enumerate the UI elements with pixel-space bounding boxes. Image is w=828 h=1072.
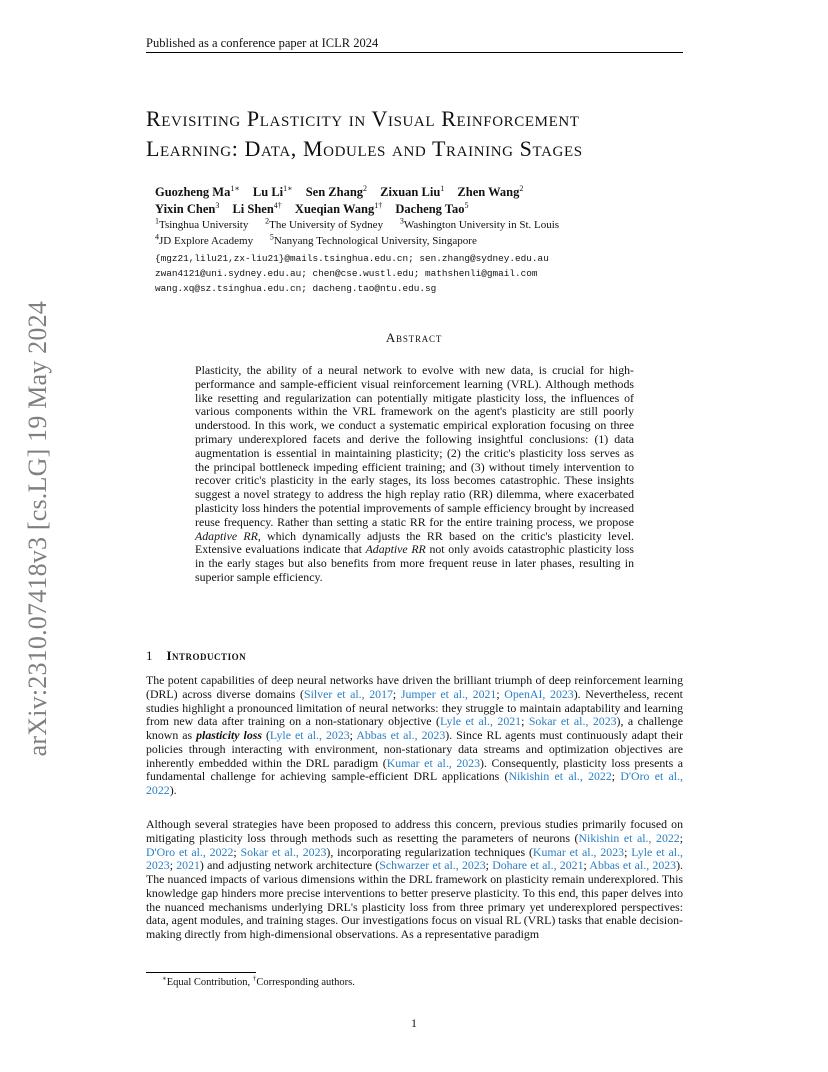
text-run: The potent capabilities of deep neural networks have driven the brilliant triumph of deep reinforcement learning (DRL) across diverse domains ( bbox=[146, 673, 683, 701]
text-run: ; bbox=[496, 686, 505, 701]
affiliation-line-2 bbox=[155, 231, 675, 250]
citation-link[interactable]: Kumar et al., 2023 bbox=[532, 844, 625, 859]
citation-link[interactable]: Nikishin et al., 2022 bbox=[578, 830, 680, 845]
text-run: ; bbox=[624, 844, 632, 859]
citation-link[interactable]: D'Oro et al., 2022 bbox=[146, 844, 234, 859]
arxiv-identifier: arXiv:2310.07418v3 [cs.LG] 19 May 2024 bbox=[23, 301, 52, 757]
email-line: {mgz21,lilu21,zx-liu21}@mails.tsinghua.edu.cn; sen.zhang@sydney.edu.au bbox=[155, 253, 549, 264]
author: Zixuan Liu$^1$ bbox=[380, 183, 445, 199]
emphasis-text: Adaptive RR bbox=[195, 528, 258, 543]
paper-title bbox=[146, 104, 706, 164]
text-run: ). The nuanced impacts of various dimensions within the DRL framework on plasticity remain underexplored. This knowledge gap hinders more precise interventions to better preserve plasticity. To this end, this paper delves into the nuanced mechanisms underlying DRL's plasticity loss from three primary yet underexplored perspectives: data, agent modules, and training stages. Our investigations focus on visual RL (VRL) tasks that enable decision-making directly from high-dimensional observations. As a representative paradigm bbox=[146, 858, 683, 941]
text-run: ). Consequently, plasticity loss presents a fundamental challenge for achieving sample-efficient DRL applications ( bbox=[146, 755, 684, 784]
citation-link[interactable]: Lyle et al., 2021 bbox=[439, 714, 522, 729]
author-line-2 bbox=[155, 201, 675, 218]
text-run: ; bbox=[169, 858, 177, 873]
footnote: ∗Equal Contribution, †Corresponding authors. bbox=[162, 974, 355, 988]
author: Li Shen$^{4\dagger}$ bbox=[232, 200, 282, 216]
body-paragraph-1 bbox=[146, 674, 683, 798]
author: Dacheng Tao$^5$ bbox=[395, 200, 469, 216]
citation-link[interactable]: Sokar et al., 2023 bbox=[528, 714, 617, 729]
citation-link[interactable]: Lyle et al., 2023 bbox=[269, 728, 350, 742]
affiliation: $^2$The University of Sydney bbox=[265, 216, 384, 231]
emphasis-text: Adaptive RR bbox=[365, 542, 426, 557]
text-run: ; bbox=[583, 858, 590, 873]
section-number: 1 bbox=[146, 648, 153, 663]
text-run: ; bbox=[349, 728, 357, 742]
author: Sen Zhang$^2$ bbox=[305, 183, 368, 199]
abstract-heading: Abstract bbox=[385, 330, 443, 345]
author: Zhen Wang$^2$ bbox=[457, 183, 524, 199]
citation-link[interactable]: Nikishin et al., 2022 bbox=[508, 769, 612, 784]
header-rule bbox=[146, 52, 683, 53]
title-line-2: Learning: Data, Modules and Training Stages bbox=[146, 136, 583, 161]
email-line: wang.xq@sz.tsinghua.edu.cn; dacheng.tao@ntu.edu.sg bbox=[155, 283, 437, 294]
citation-link[interactable]: 2021 bbox=[176, 858, 200, 873]
text-run: not only avoids catastrophic plasticity loss in the early stages but also benefits from more frequent reuse in later phases, resulting in superior sample efficiency. bbox=[195, 542, 634, 584]
title-line-1: Revisiting Plasticity in Visual Reinforcement bbox=[146, 106, 580, 131]
author-block bbox=[155, 184, 675, 296]
key-term: plasticity loss bbox=[196, 728, 262, 742]
section-heading bbox=[146, 648, 246, 664]
email-line: zwan4121@uni.sydney.edu.au; chen@cse.wustl.edu; mathshenli@gmail.com bbox=[155, 268, 538, 279]
text-run: Plasticity, the ability of a neural network to evolve with new data, is crucial for high-performance and sample-efficient visual reinforcement learning (VRL). Although methods like resetting and regularization can potentially mitigate plasticity loss, the influences of various components within the VRL framework on the agent's plasticity are still poorly understood. In this work, we conduct a systematic empirical exploration focusing on three primary underexplored facets and derive the following insightful conclusions: (1) data augmentation is essential in maintaining plasticity; (2) the critic's plasticity loss serves as the principal bottleneck impeding efficient training; and (3) without timely intervention to recover critic's plasticity in the early stages, its loss becomes catastrophic. These insights suggest a novel strategy to address the high replay ratio (RR) dilemma, where exacerbated plasticity loss hinders the potential improvements of sample efficiency brought by increased reuse frequency. Rather than setting a static RR for the entire training process, we propose bbox=[195, 363, 634, 529]
text-run: ). bbox=[169, 783, 177, 797]
text-run: ; bbox=[233, 844, 241, 859]
citation-link[interactable]: Abbas et al., 2023 bbox=[356, 728, 446, 742]
affiliation: $^3$Washington University in St. Louis bbox=[399, 216, 560, 231]
citation-link[interactable]: OpenAI, 2023 bbox=[504, 686, 574, 701]
text-run: ; bbox=[521, 714, 529, 729]
text-run: ; bbox=[679, 830, 684, 845]
citation-link[interactable]: Jumper et al., 2021 bbox=[400, 686, 497, 701]
text-run: ) and adjusting network architecture ( bbox=[199, 858, 380, 873]
affiliation: $^1$Tsinghua University bbox=[155, 216, 249, 231]
citation-link[interactable]: Schwarzer et al., 2023 bbox=[379, 858, 486, 873]
text-run: , which dynamically adjusts the RR based on the critic's plasticity level. Extensive evaluations indicate that bbox=[195, 528, 635, 557]
email-block bbox=[155, 251, 675, 296]
page-number: 1 bbox=[411, 1016, 417, 1030]
text-run: ). Nevertheless, recent studies highlight a pronounced limitation of neural networks: they struggle to maintain adaptability and learning from new data after training on a non-stationary objective ( bbox=[146, 686, 683, 729]
citation-link[interactable]: Silver et al., 2017 bbox=[304, 686, 393, 701]
author: Lu $Li^{1∗}$ bbox=[252, 183, 293, 199]
body-paragraph-2 bbox=[146, 818, 683, 942]
affiliation: $^5$Nanyang Technological University, Singapore bbox=[269, 231, 477, 247]
text-run: ; bbox=[485, 858, 493, 873]
arxiv-side-stamp bbox=[24, 294, 52, 764]
affiliation: $^4$JD Explore Academy bbox=[155, 231, 254, 247]
citation-link[interactable]: D'Oro et al., 2022 bbox=[146, 769, 683, 797]
affiliation-line-1 bbox=[155, 218, 675, 234]
author: Yixin Chen$^3$ bbox=[155, 200, 220, 216]
running-header: Published as a conference paper at ICLR 2024 bbox=[146, 36, 379, 50]
footnote-rule bbox=[146, 972, 256, 973]
abstract-text bbox=[195, 364, 634, 585]
citation-link[interactable]: Sokar et al., 2023 bbox=[240, 844, 327, 859]
citation-link[interactable]: Kumar et al., 2023 bbox=[386, 755, 481, 770]
text-run: ; bbox=[611, 769, 621, 784]
author: Xueqian Wang$^{1\dagger}$ bbox=[294, 200, 383, 216]
text-run: ), a challenge known as bbox=[146, 714, 683, 742]
citation-link[interactable]: Lyle et al., 2023 bbox=[146, 844, 683, 873]
author-line-1 bbox=[155, 184, 675, 201]
text-run: ), incorporating regularization techniques ( bbox=[326, 844, 533, 859]
text-run: ). Since RL agents must continuously adapt their policies through interacting with environment, non-stationary data streams and optimization objectives are inherently embedded within the DRL paradigm ( bbox=[146, 728, 684, 770]
text-run: ( bbox=[261, 728, 270, 742]
text-run: ; bbox=[392, 686, 401, 701]
text-run: Although several strategies have been proposed to address this concern, previous studies primarily focused on mitigating plasticity loss through methods such as resetting the parameters of neurons ( bbox=[146, 817, 683, 845]
citation-link[interactable]: Dohare et al., 2021 bbox=[492, 858, 584, 873]
section-title: Introduction bbox=[166, 648, 247, 663]
author: Guozheng $Ma^{1∗}$ bbox=[155, 183, 240, 199]
citation-link[interactable]: Abbas et al., 2023 bbox=[589, 858, 677, 873]
